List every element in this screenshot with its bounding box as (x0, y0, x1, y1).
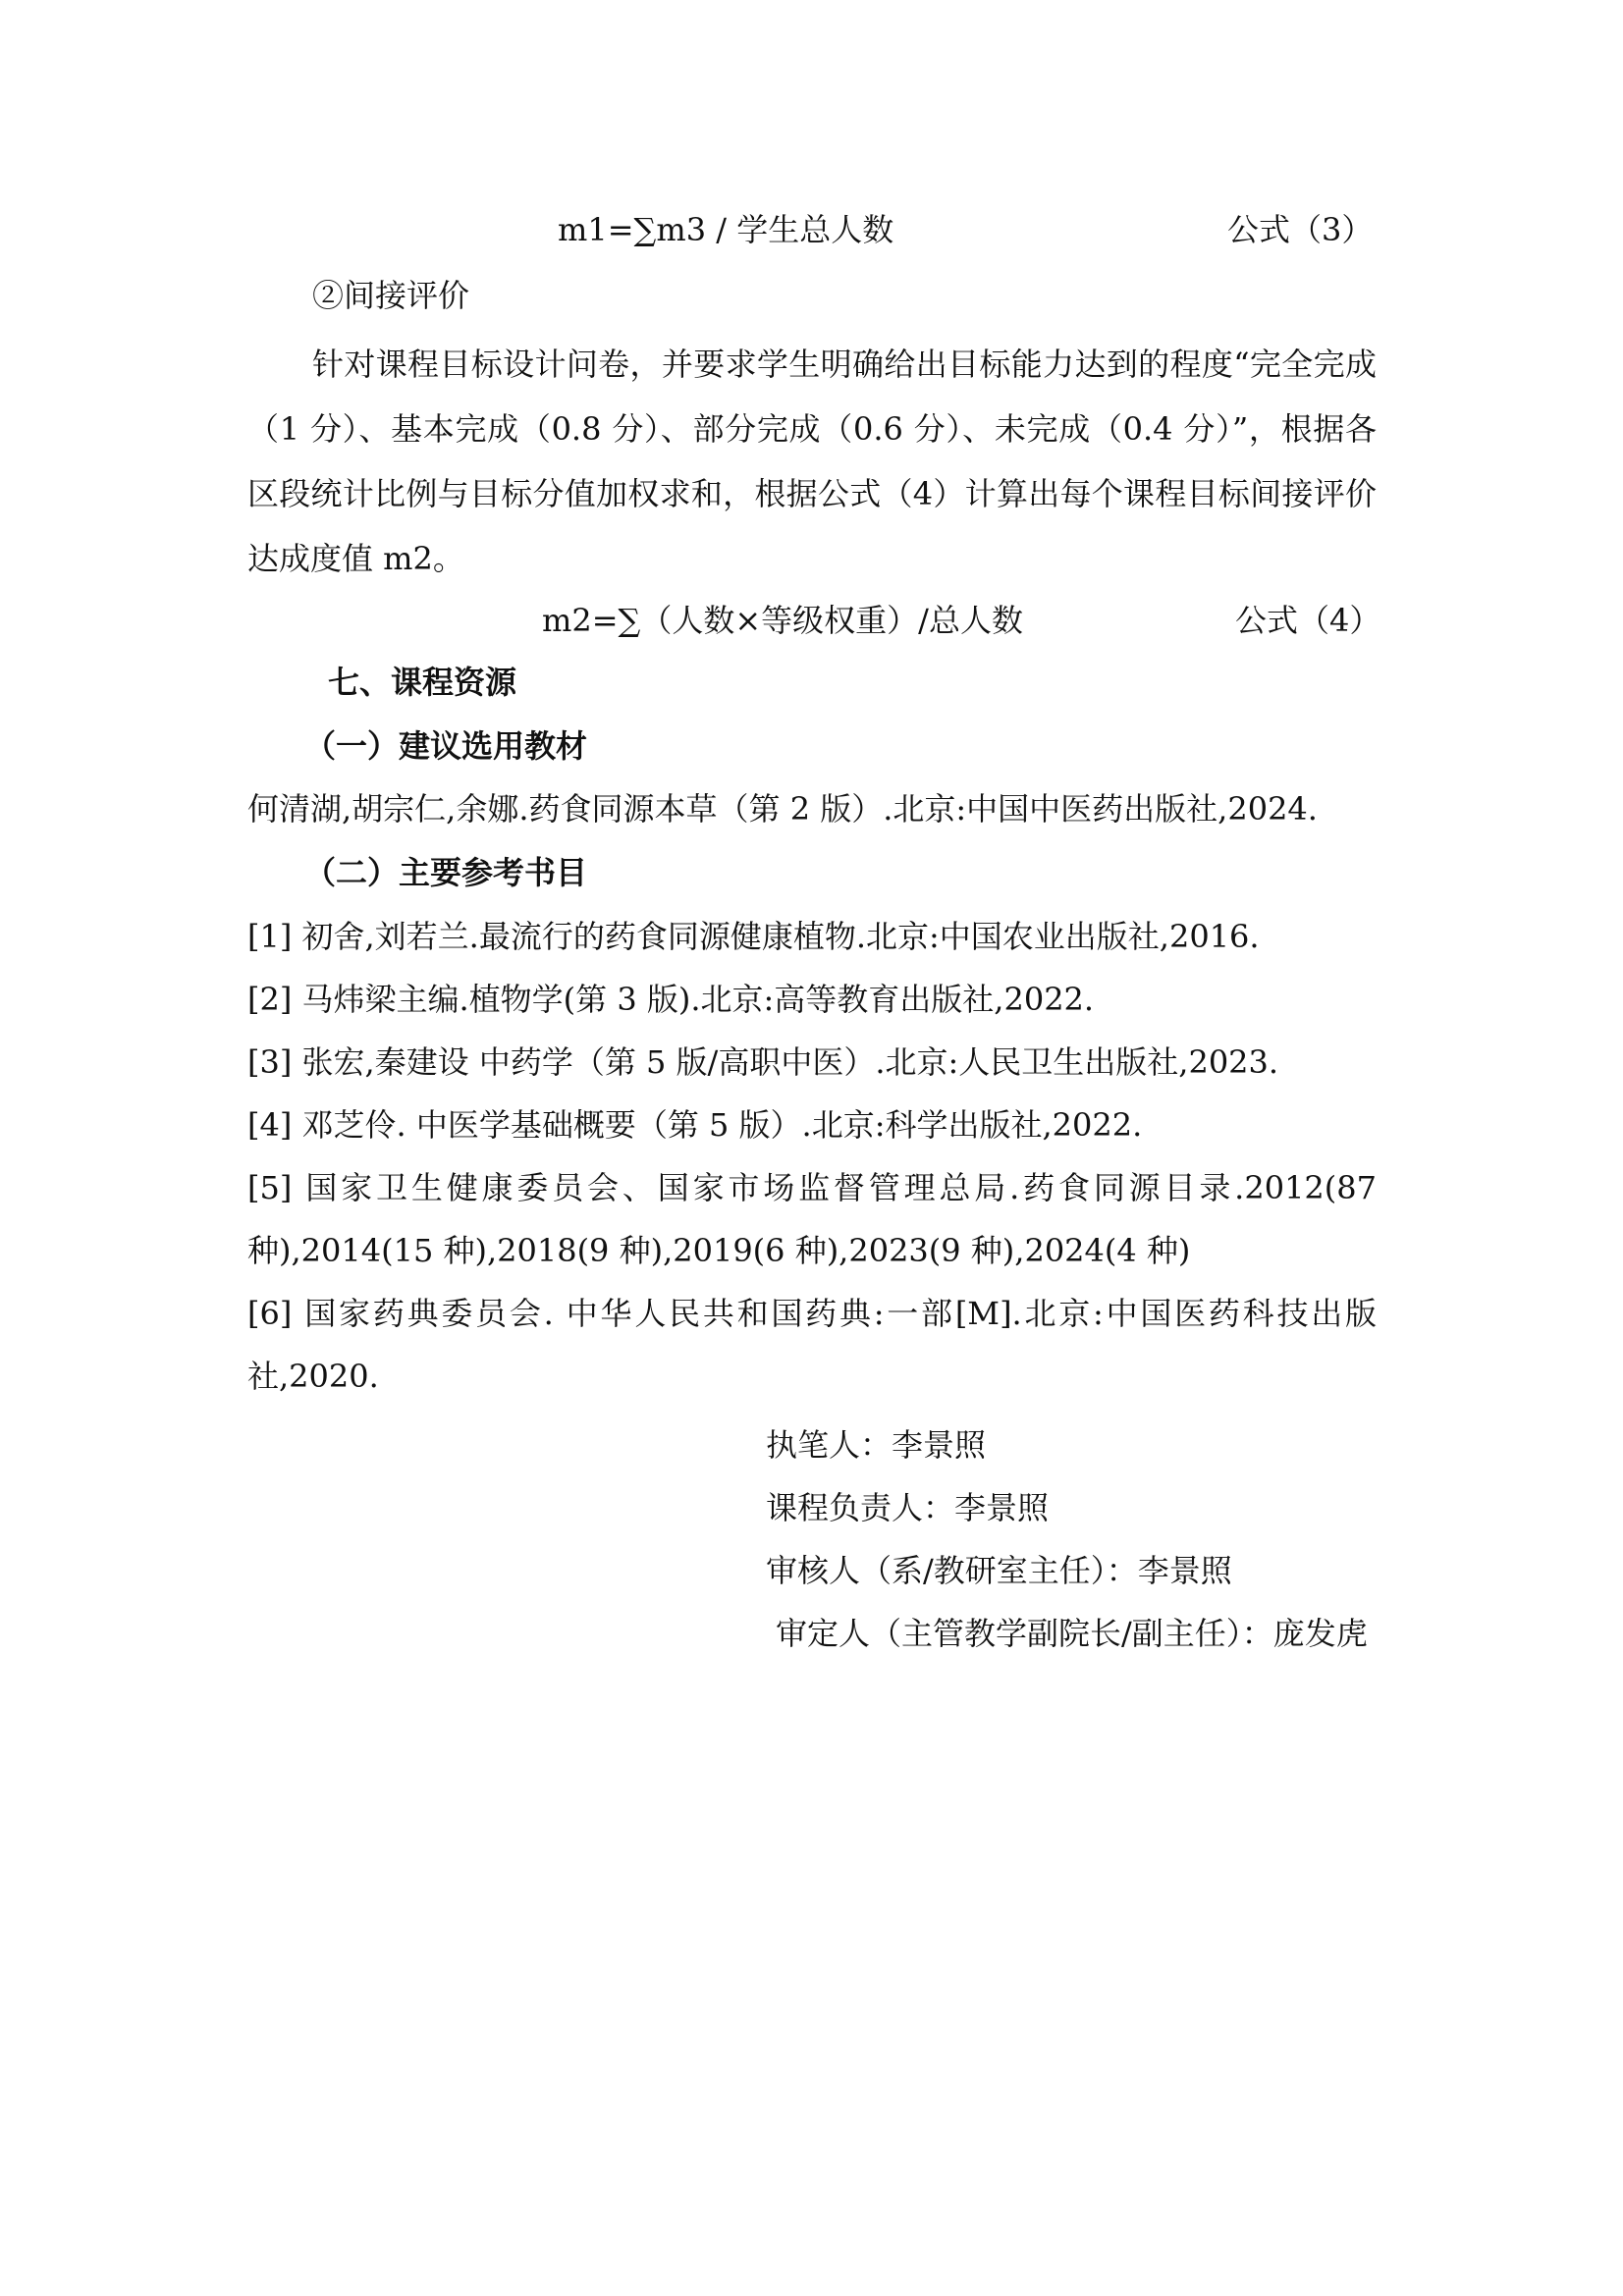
reference-item-1: [1] 初舍,刘若兰.最流行的药食同源健康植物.北京:中国农业出版社,2016. (247, 918, 1260, 955)
reference-item-3: [3] 张宏,秦建设 中药学（第 5 版/高职中医）.北京:人民卫生出版社,2023. (247, 1043, 1279, 1081)
reference-item-6: [6] 国家药典委员会. 中华人民共和国药典:一部[M].北京:中国医药科技出版社,2020. (247, 1295, 1377, 1395)
formula-4-expression: m2=∑（人数×等级权重）/总人数 (542, 602, 1023, 639)
indirect-evaluation-paragraph: 针对课程目标设计问卷，并要求学生明确给出目标能力达到的程度“完全完成（1 分）、基本完成（0.8 分）、部分完成（0.6 分）、未完成（0.4 分）”，根据各区段统计比例与目标分值加权求和，根据公式（4）计算出每个课程目标间接评价达成度值 m2。 (247, 346, 1377, 577)
signature-approver: 审定人（主管教学副院长/副主任）：庞发虎 (776, 1615, 1368, 1652)
textbook-entry: 何清湖,胡宗仁,余娜.药食同源本草（第 2 版）.北京:中国中医药出版社,2024. (247, 790, 1318, 828)
signature-reviewer: 审核人（系/教研室主任）：李景照 (766, 1552, 1232, 1589)
reference-item-2: [2] 马炜梁主编.植物学(第 3 版).北京:高等教育出版社,2022. (247, 981, 1095, 1018)
textbook-heading: （一）建议选用教材 (304, 727, 588, 765)
formula-3-label: 公式（3） (1227, 211, 1374, 248)
reference-item-5: [5] 国家卫生健康委员会、国家市场监督管理总局.药食同源目录.2012(87 种),2014(15 种),2018(9 种),2019(6 种),2023(9 种),2024(4 种) (247, 1169, 1377, 1269)
signature-writer: 执笔人：李景照 (766, 1426, 987, 1464)
signature-course-lead: 课程负责人：李景照 (766, 1489, 1050, 1526)
reference-item-4: [4] 邓芝伶. 中医学基础概要（第 5 版）.北京:科学出版社,2022. (247, 1106, 1143, 1144)
section-7-title: 七、课程资源 (328, 664, 517, 701)
formula-3-expression: m1=∑m3 / 学生总人数 (558, 211, 894, 248)
formula-4-label: 公式（4） (1235, 602, 1381, 639)
references-heading: （二）主要参考书目 (304, 854, 588, 891)
indirect-evaluation-heading: ②间接评价 (312, 277, 470, 314)
